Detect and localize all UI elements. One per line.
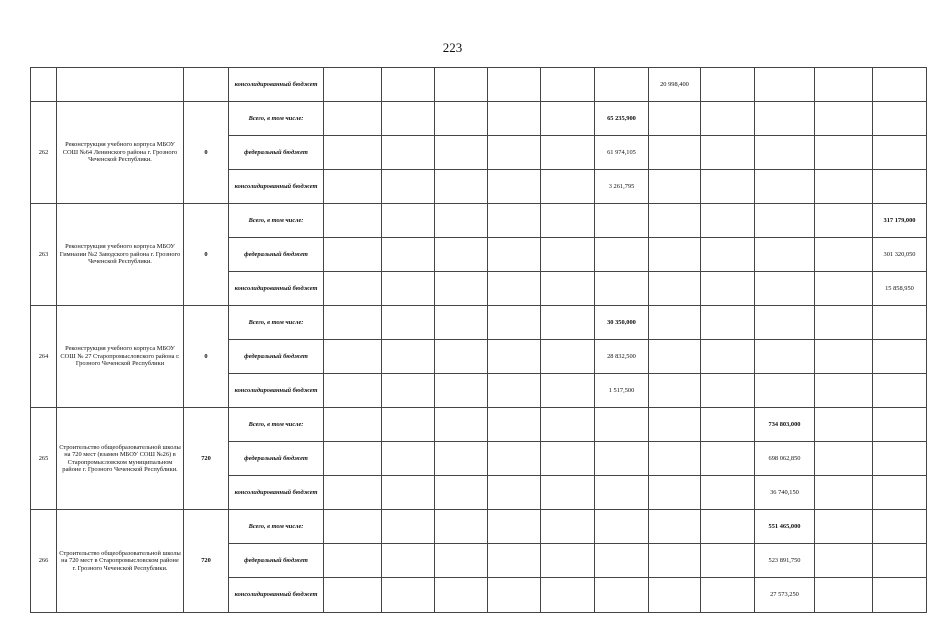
funding-source: консолидированный бюджет — [229, 68, 324, 102]
capacity: 720 — [184, 510, 229, 613]
table-row — [31, 306, 927, 340]
funding-source: федеральный бюджет — [229, 544, 324, 578]
value-cell: 65 235,900 — [595, 102, 649, 136]
funding-source: Всего, в том числе: — [229, 102, 324, 136]
value-cell: 30 350,000 — [595, 306, 649, 340]
cell — [184, 68, 229, 102]
funding-source: консолидированный бюджет — [229, 170, 324, 204]
budget-table — [30, 67, 927, 613]
funding-source: федеральный бюджет — [229, 442, 324, 476]
value-cell: 36 740,150 — [755, 476, 815, 510]
funding-source: консолидированный бюджет — [229, 476, 324, 510]
cell — [57, 68, 184, 102]
table-row — [31, 102, 927, 136]
cell — [31, 68, 57, 102]
value-cell: 3 261,795 — [595, 170, 649, 204]
table-row — [31, 204, 927, 238]
table-row — [31, 68, 927, 102]
value-cell: 317 179,000 — [873, 204, 927, 238]
value-cell: 61 974,105 — [595, 136, 649, 170]
project-name: Строительство общеобразовательной школы на 720 мест в Старопромысловском районе г. Грозного Чеченской Республики. — [57, 510, 184, 613]
row-number: 262 — [31, 102, 57, 204]
value-cell: 28 832,500 — [595, 340, 649, 374]
funding-source: Всего, в том числе: — [229, 408, 324, 442]
value-cell: 20 998,400 — [649, 68, 701, 102]
row-number: 263 — [31, 204, 57, 306]
capacity: 0 — [184, 306, 229, 408]
funding-source: Всего, в том числе: — [229, 204, 324, 238]
capacity: 720 — [184, 408, 229, 510]
funding-source: федеральный бюджет — [229, 340, 324, 374]
table-row — [31, 510, 927, 544]
funding-source: федеральный бюджет — [229, 238, 324, 272]
funding-source: консолидированный бюджет — [229, 272, 324, 306]
funding-source: Всего, в том числе: — [229, 510, 324, 544]
project-name: Реконструкция учебного корпуса МБОУ СОШ № 27 Старопромысловского района г. Грозного Чеченской Республики — [57, 306, 184, 408]
value-cell: 1 517,500 — [595, 374, 649, 408]
value-cell: 523 891,750 — [755, 544, 815, 578]
funding-source: консолидированный бюджет — [229, 374, 324, 408]
funding-source: консолидированный бюджет — [229, 578, 324, 613]
project-name: Реконструкция учебного корпуса МБОУ СОШ №64 Ленинского района г. Грозного Чеченской Республики. — [57, 102, 184, 204]
value-cell: 734 803,000 — [755, 408, 815, 442]
row-number: 265 — [31, 408, 57, 510]
value-cell: 698 062,850 — [755, 442, 815, 476]
value-cell: 27 573,250 — [755, 578, 815, 613]
value-cell: 15 858,950 — [873, 272, 927, 306]
row-number: 264 — [31, 306, 57, 408]
value-cell: 301 320,050 — [873, 238, 927, 272]
project-name: Строительство общеобразовательной школы на 720 мест (взамен МБОУ СОШ №26) в Старопромысловском муниципальном районе г. Грозного Чеченской Республики. — [57, 408, 184, 510]
funding-source: Всего, в том числе: — [229, 306, 324, 340]
page-number: 223 — [442, 40, 463, 55]
funding-source: федеральный бюджет — [229, 136, 324, 170]
row-number: 266 — [31, 510, 57, 613]
project-name: Реконструкция учебного корпуса МБОУ Гимназии №2 Заводского района г. Грозного Чеченской Республики. — [57, 204, 184, 306]
capacity: 0 — [184, 102, 229, 204]
capacity: 0 — [184, 204, 229, 306]
table-row — [31, 408, 927, 442]
value-cell: 551 465,000 — [755, 510, 815, 544]
